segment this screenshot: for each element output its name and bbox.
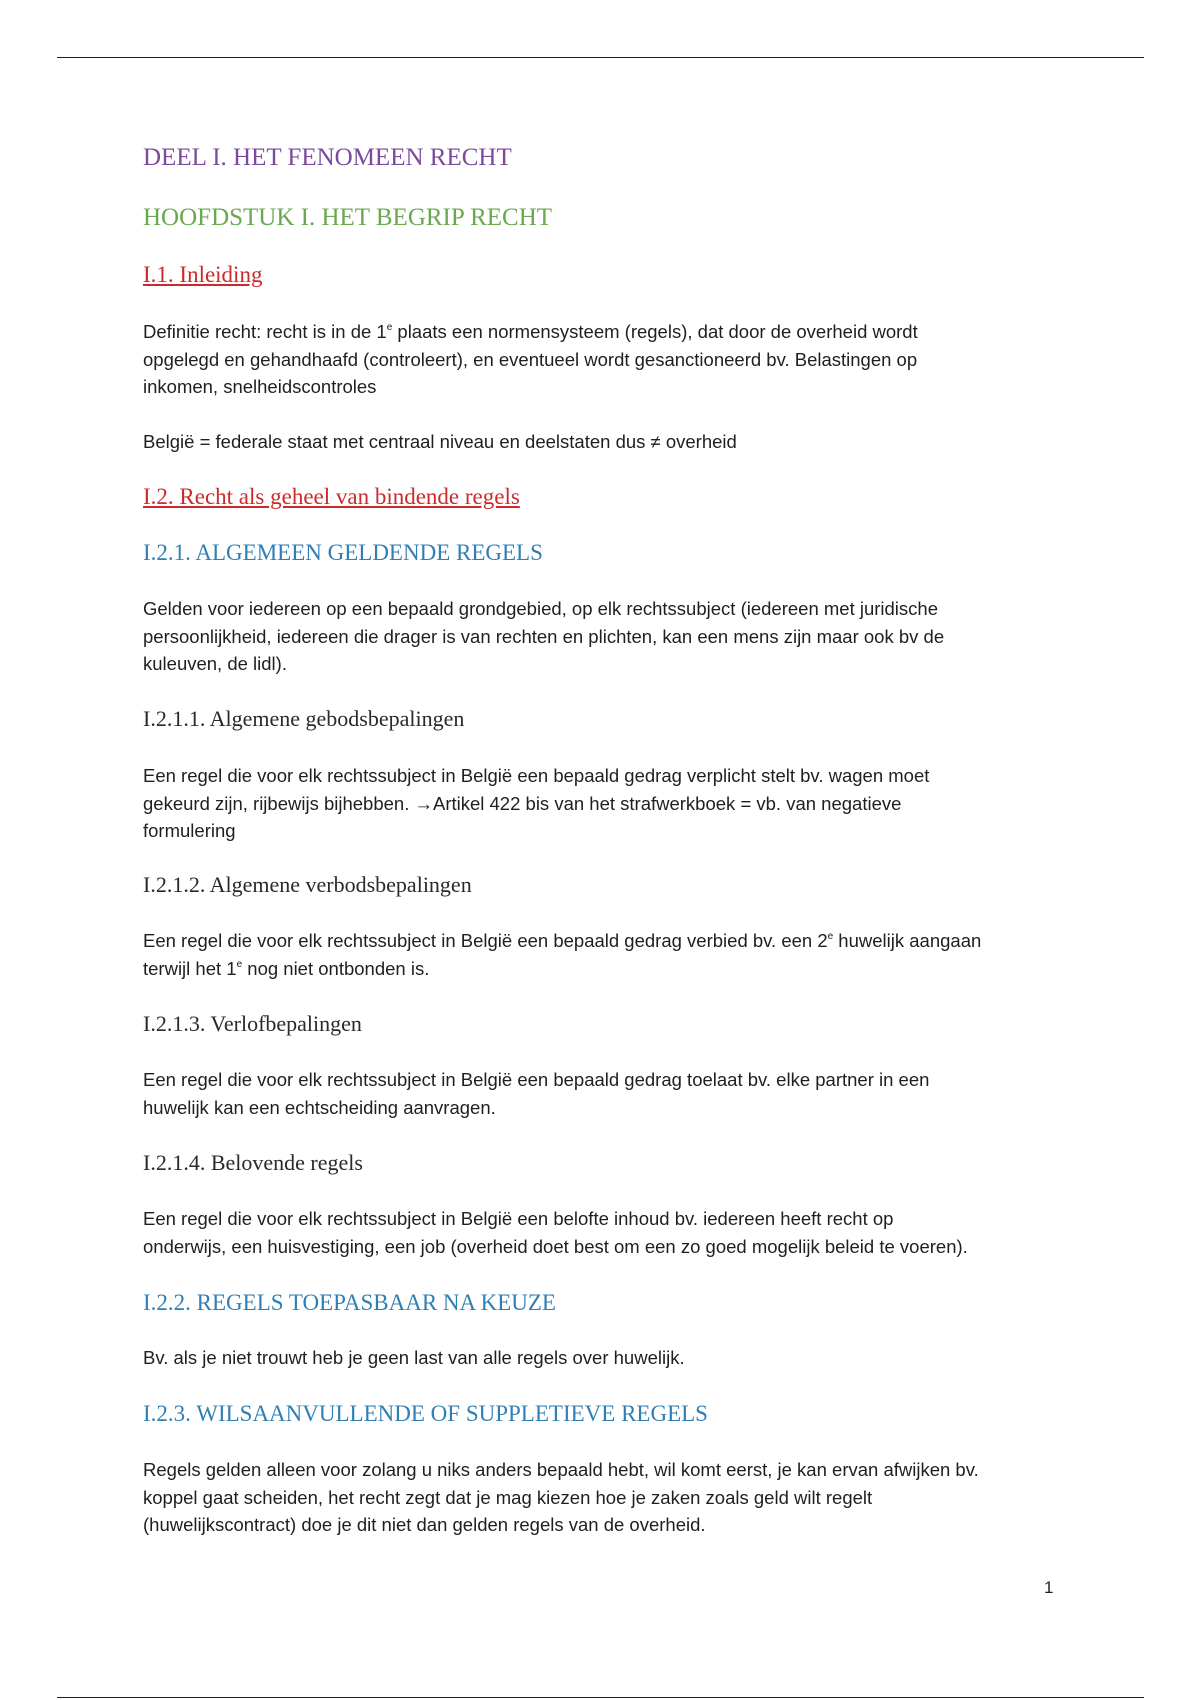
chapter-title: HOOFDSTUK I. HET BEGRIP RECHT	[143, 204, 553, 231]
heading-1-2-1-1: I.2.1.1. Algemene gebodsbepalingen	[143, 706, 465, 731]
paragraph-keuze: Bv. als je niet trouwt heb je geen last van alle regels over huwelijk.	[143, 1347, 685, 1368]
footer-rule	[57, 1697, 1144, 1698]
paragraph-verlofbepalingen: Een regel die voor elk rechtssubject in België een bepaald gedrag toelaat bv. elke partner in een huwelijk kan een echtscheiding aanvragen.	[143, 1069, 930, 1118]
subsection-heading-1-2-1: I.2.1. ALGEMEEN GELDENDE REGELS	[143, 540, 543, 565]
header-rule	[57, 57, 1144, 58]
paragraph-line: opgelegd en gehandhaafd (controleert), en eventueel wordt gesanctioneerd bv. Belastingen op	[143, 348, 918, 370]
paragraph-gebodsbepalingen: Een regel die voor elk rechtssubject in België een bepaald gedrag verplicht stelt bv. wagen moet gekeurd zijn, rijbewijs bijhebben. →Artikel 422 bis van het strafwerkboek = vb. van negatieve formulering	[143, 765, 930, 841]
paragraph-suppletieve: Regels gelden alleen voor zolang u niks anders bepaald hebt, wil komt eerst, je kan ervan afwijken bv. koppel gaat scheiden, het recht zegt dat je mag kiezen hoe je zaken zoals geld wilt regelt (huwelijkscontract) doe je dit niet dan gelden regels van de overheid.	[143, 1459, 979, 1535]
paragraph-belgie: België = federale staat met centraal niveau en deelstaten dus ≠ overheid	[143, 431, 737, 452]
part-title: DEEL I. HET FENOMEEN RECHT	[143, 144, 512, 171]
paragraph-belovende-regels: Een regel die voor elk rechtssubject in België een belofte inhoud bv. iedereen heeft recht op onderwijs, een huisvestiging, een job (overheid doet best om een zo goed mogelijk beleid te voeren).	[143, 1208, 968, 1257]
paragraph-line: Definitie recht: recht is in de 1e plaats een normensysteem (regels), dat door de overheid wordt	[143, 321, 918, 342]
paragraph-definitie	[143, 318, 1068, 401]
heading-1-2-1-4: I.2.1.4. Belovende regels	[143, 1150, 363, 1175]
paragraph-verbodsbepalingen: Een regel die voor elk rechtssubject in België een bepaald gedrag verbied bv. een 2e huwelijk aangaan terwijl het 1e nog niet ontbonden is.	[143, 930, 982, 979]
subsection-heading-1-2-2: I.2.2. REGELS TOEPASBAAR NA KEUZE	[143, 1290, 556, 1315]
subsection-heading-1-2-3: I.2.3. WILSAANVULLENDE OF SUPPLETIEVE REGELS	[143, 1401, 708, 1426]
paragraph-algemeen: Gelden voor iedereen op een bepaald grondgebied, op elk rechtssubject (iedereen met juridische persoonlijkheid, iedereen die drager is van rechten en plichten, kan een mens zijn maar ook bv de kuleuven, de lidl).	[143, 598, 945, 674]
heading-1-2-1-3: I.2.1.3. Verlofbepalingen	[143, 1011, 362, 1036]
heading-1-2-1-2: I.2.1.2. Algemene verbodsbepalingen	[143, 872, 472, 897]
section-heading-1-2: I.2. Recht als geheel van bindende regels	[143, 484, 520, 509]
section-heading-1-1: I.1. Inleiding	[143, 262, 263, 287]
page-number: 1	[1044, 1578, 1054, 1597]
paragraph-line: inkomen, snelheidscontroles	[143, 376, 377, 397]
